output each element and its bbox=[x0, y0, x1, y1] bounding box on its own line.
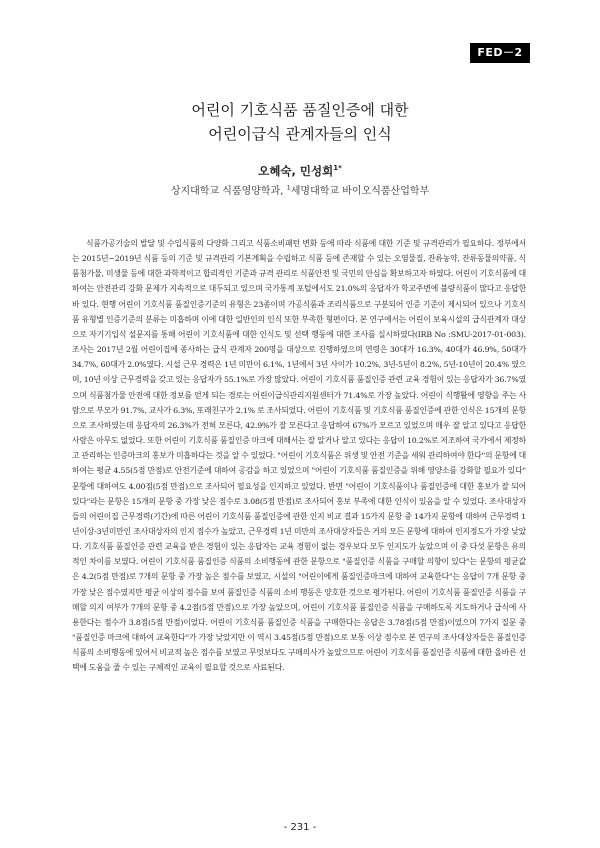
authors bbox=[150, 163, 450, 179]
author-names: 오혜숙, 민성희 bbox=[258, 164, 334, 178]
session-badge: FED－2 bbox=[470, 43, 530, 63]
affiliation-2: 세명대학교 바이오식품산업학부 bbox=[290, 186, 430, 197]
affiliation-superscript: 1 bbox=[286, 183, 291, 192]
affiliation bbox=[100, 182, 500, 197]
affiliation-1: 상지대학교 식품영양학과, bbox=[170, 186, 284, 197]
author-superscript: 1* bbox=[333, 164, 342, 173]
paper-title bbox=[100, 98, 500, 146]
page-number: - 231 - bbox=[283, 822, 317, 833]
title-line-2: 어린이급식 관계자들의 인식 bbox=[208, 125, 392, 143]
title-line-1: 어린이 기호식품 품질인증에 대한 bbox=[191, 101, 409, 119]
abstract-body: 식품가공기술의 발달 및 수입식품의 다양화 그리고 식품소비패턴 변화 등에 따라 식품에 대한 기준 및 규격관리가 필요하다. 정부에서는 2015년~2019년 식품 등의 기준 및 규격관리 기본계획을 수립하고 식품 등에 존재할 수 있는 오염물질, 잔류농약, 잔류동물의약품, 식품첨가물, 미생물 등에 대한 과학적이고 합리적인 기준과 규격 관리로 식품안전 및 국민의 안심을 확보하고자 하였다. 어린이 기호식품에 대하여는 안전관리 강화 문제가 지속적으로 대두되고 있으며 국가통계 포털에서도 21.0%의 응답자가 학교주변에 불량식품이 많다고 응답한 바 있다. 현행 어린이 기호식품 품질인증기준의 유형은 23종이며 가공식품과 조리식품으로 구분되어 인증 기준이 제시되어 있으나 기호식품 유형별 인증기준의 분류는 미흡하며 이에 대한 일반인의 인식 또한 부족한 형편이다. 본 연구에서는 어린이 보육시설의 급식관계자 대상으로 자기기입식 설문지를 통해 어린이 기호식품에 대한 인식도 및 선택 행동에 대한 조사를 실시하였다(IRB No :SMU-2017-01-003). 조사는 2017년 2월 어린이집에 종사하는 급식 관계자 200명을 대상으로 진행하였으며 연령은 30대가 16.3%, 40대가 46.9%, 50대가 34.7%, 60대가 2.0%였다. 시설 근무 경력은 1년 미만이 6.1%, 1년에서 3년 사이가 10.2%, 3년-5년이 8.2%, 5년-10년이 20.4% 였으며, 10년 이상 근무경력을 갖고 있는 응답자가 55.1%로 가장 많았다. 어린이 기호식품 품질인증 관련 교육 경험이 있는 응답자가 36.7%였으며 식품첨가물 안전에 대한 정보를 얻게 되는 경로는 어린이급식관리지원센터가 71.4%로 가장 높았다. 어린이 식행활에 영향을 주는 사람으로 부모가 91.7%, 교사가 6.3%, 또래친구가 2.1% 로 조사되었다. 어린이 기호식품 및 기호식품 품질인증에 관한 인식은 15개의 문항으로 조사하였는데 응답자의 26.3%가 전혀 모른다, 42.9%가 잘 모른다고 응답하여 67%가 모르고 있었으며 매우 잘 알고 있다고 응답한 사람은 아무도 없었다. 또한 어린이 기호식품 품질인증 마크에 대해서는 잘 알거나 알고 있다는 응답이 10.2%로 저조하여 국가에서 제정하고 관리하는 인증마크의 홍보가 미흡하다는 것을 알 수 있었다. "어린이 기호식품은 위생 및 안전 기준을 세워 관리하여야 한다"의 문항에 대하여는 평균 4.55(5점 만점)로 안전기준에 대하여 공감을 하고 있었으며 "어린이 기호식품 품질인증을 위해 영양소를 강화할 필요가 있다" 문항에 대하여도 4.00점(5점 만점)으로 조사되어 필요성을 인지하고 있었다. 반면 "어린이 기호식품이나 품질인증에 대한 홍보가 잘 되어 있다"라는 문항은 15개의 문항 중 가장 낮은 점수로 3.08(5점 만점)로 조사되어 홍보 부족에 대한 인식이 있음을 알 수 있었다. 조사대상자들의 어린이집 근무경력(기간)에 따른 어린이 기호식품 품질인증에 관한 인지 비교 결과 15가지 문항 중 14가지 문항에 대하여 근무경력 1년이상-3년미만인 조사대상자의 인지 점수가 높았고, 근무경력 1년 미만의 조사대상자들은 거의 모든 문항에 대하여 인지정도가 가장 낮았다. 기호식품 품질인증 관련 교육을 받은 경험이 있는 응답자는 교육 경험이 없는 경우보다 모두 인지도가 높았으며 이 중 다섯 문항은 유의적인 차이를 보였다. 어린이 기호식품 품질인증 식품의 소비행동에 관한 문항으로 "품질인증 식품을 구매할 의향이 있다"는 문항의 평균값은 4.2(5점 만점)로 7개의 문항 중 가장 높은 점수를 보였고, 시설의 "어린이에게 품질인증마크에 대하여 교육한다"는 응답이 7개 문항 중 가장 낮은 점수였지만 평균 이상의 점수를 보여 품질인증 식품의 소비 행동은 양호한 것으로 평가된다. 어린이 기호식품 품질인증 식품을 구매할 의지 여부가 7개의 문항 중 4.2점(5점 만점)으로 가장 높았으며, 어린이 기호식품 품질인증 식품을 구매하도록 지도하거나 급식에 사용한다는 점수가 3.8점(5점 만점)이었다. 어린이 기호식품 품질인증 식품을 구매한다는 응답은 3.78점(5점 만점)이었으며 7가지 질문 중 "품질인증 마크에 대하여 교육한다"가 가장 낮았지만 이 역시 3.45점(5점 만점)으로 보통 이상 점수로 본 연구의 조사대상자들은 품질인증 식품의 소비행동에 있어서 비교적 높은 점수를 보였고 무엇보다도 구매의사가 높았으므로 어린이 기호식품 품질인증 식품에 대한 올바른 선택에 도움을 줄 수 있는 구체적인 교육이 필요할 것으로 사료된다. bbox=[72, 239, 526, 673]
